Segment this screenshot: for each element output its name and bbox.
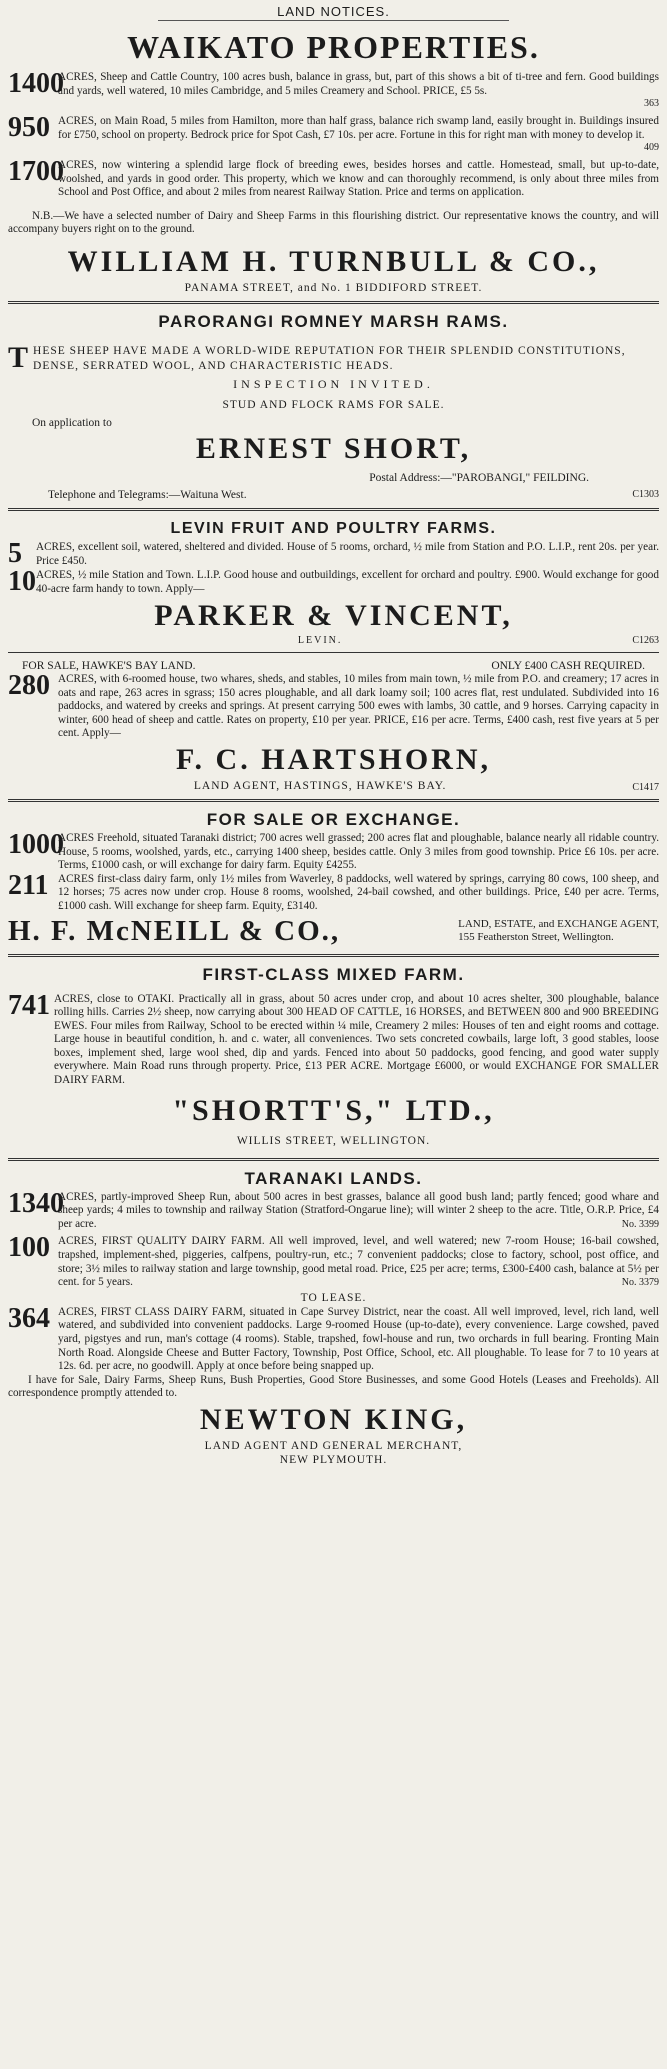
to-lease-heading: TO LEASE.	[300, 1291, 367, 1304]
levin-footer	[8, 635, 659, 646]
list-item	[8, 565, 659, 597]
list-item	[8, 156, 659, 200]
entry-text: ACRES, FIRST CLASS DAIRY FARM, situated in Cape Survey District, near the coast. All well improved, level, rich land, well watered, and subdivided into convenient paddocks. Large 9-roomed House (up-to-date), every convenience. Large cowshed, paved yard, pigstyes and run, man's cottage (4 rooms). Stable, trapshed, fowl-house and run, two orchards in full bearing. Fronting Main North Road. Alongside Cheese and Butter Factory, Township, Post Office, School, etc. All ploughable. To lease for 7 to 10 years at 12s. 6d. per acre, no goodwill. Apply at once before being snapped up.	[58, 1305, 659, 1373]
acreage: 1700	[8, 156, 64, 187]
hartshorn-address: LAND AGENT, HASTINGS, HAWKE'S BAY.	[193, 779, 447, 792]
newton-king-name: NEWTON KING,	[199, 1402, 468, 1436]
divider	[8, 301, 659, 304]
shortts-address: WILLIS STREET, WELLINGTON.	[236, 1134, 431, 1147]
divider	[8, 508, 659, 511]
entry-text: ACRES, FIRST QUALITY DAIRY FARM. All well improved, level, and well watered; new 7-room House; 16-bail cowshed, trapshed, implement-shed, piggeries, calfpens, poultry-run, etc.; 7 convenient paddocks; close to factory, school, post office, and store; 3½ miles to railway station and large township, good metal road. Price, £25 per acre; terms, £300-£400 cash, balance at 5½ per cent. for 5 years.	[58, 1235, 659, 1289]
ad-ref: C1417	[632, 781, 659, 793]
stud-line: STUD AND FLOCK RAMS FOR SALE.	[222, 398, 445, 411]
postal-address: Postal Address:—"PAROBANGI," FEILDING.	[369, 471, 589, 484]
entry-ref: 363	[644, 98, 659, 110]
taranaki-closing: I have for Sale, Dairy Farms, Sheep Runs, Bush Properties, Good Store Businesses, and some Good Hotels (Leases and Freeholds). All correspondence promptly attended to.	[8, 1373, 659, 1400]
mcneill-address	[458, 914, 659, 944]
mcneill-row	[8, 914, 659, 948]
list-item	[8, 537, 659, 569]
acreage: 1000	[8, 828, 64, 860]
turnbull-address: PANAMA STREET, and No. 1 BIDDIFORD STREET.	[184, 281, 483, 294]
hawkes-bay-ad	[8, 659, 659, 793]
parorangi-body	[8, 340, 659, 374]
ad-ref: C1263	[632, 634, 659, 646]
divider	[8, 799, 659, 802]
shortts-name: "SHORTT'S," LTD.,	[172, 1093, 495, 1127]
turnbull-name: WILLIAM H. TURNBULL & CO.,	[67, 244, 600, 278]
list-item	[8, 1232, 659, 1289]
list-item	[8, 869, 659, 914]
hartshorn-footer	[8, 779, 659, 793]
list-item	[8, 669, 659, 741]
acreage: 10	[8, 565, 36, 597]
entry-text: ACRES, with 6-roomed house, two whares, sheds, and stables, 10 miles from main town, ½ mile from P.O. and creamery; 17 acres in oats and rape, 263 acres in sgrass; 150 acres ploughable, and all dark loamy soil; 100 acres flat, rest undulated. Subdivided into 16 paddocks, and watered by creeks and springs. At present carrying 500 ewes with lambs, 30 cattle, and 9 horses. Carrying capacity in winter, 600 head of sheep and cattle. Rates on property, £10 per year. PRICE, £16 per acre. Terms, £400 cash, rest five years at 5 per cent. Apply—	[58, 672, 659, 740]
list-item	[8, 1302, 659, 1374]
entry-text: ACRES, partly-improved Sheep Run, about 500 acres in best grasses, balance all good bush land; partly fenced; good whare and sheep yards; 4 miles to township and railway Station (Stratford-Ongarue line); will winter 2 sheep to the acre. Title, O.R.P. Price, £4 per acre.	[58, 1190, 659, 1230]
waikato-title: WAIKATO PROPERTIES.	[127, 29, 540, 65]
acreage: 364	[8, 1302, 50, 1334]
waikato-ad	[8, 27, 659, 295]
acreage: 1400	[8, 68, 64, 99]
entry-text: ACRES, ½ mile Station and Town. L.I.P. Good house and outbuildings, excellent for orchard and poultry. £900. Would exchange for good 40-acre farm handy to town. Apply—	[36, 568, 659, 595]
hawkes-bay-heading: FOR SALE, HAWKE'S BAY LAND.	[22, 659, 196, 672]
parker-vincent-name: PARKER & VINCENT,	[154, 598, 513, 632]
parorangi-title: PARORANGI ROMNEY MARSH RAMS.	[158, 311, 509, 331]
hartshorn-name: F. C. HARTSHORN,	[175, 742, 492, 776]
entry-text: ACRES, now wintering a splendid large flock of breeding ewes, besides horses and cattle. Homestead, small, but up-to-date, woolshed, and yards in good order. This property, which we know and can thoroughly recommend, is only about three miles from School and Post Office, and about 2 miles from nearest Railway Station. Price and terms on application.	[58, 159, 659, 199]
parorangi-ad	[8, 310, 659, 502]
hawkes-bay-header	[8, 659, 659, 673]
entry-text: ACRES, excellent soil, watered, sheltered and divided. House of 5 rooms, orchard, ½ mile from Station and P.O. L.I.P., rent 20s. per year. Price £450.	[36, 540, 659, 567]
acreage: 5	[8, 537, 22, 569]
entry-ref: No. 3379	[621, 1277, 659, 1289]
levin-ad	[8, 517, 659, 646]
levin-place: LEVIN.	[297, 634, 343, 646]
waikato-note: N.B.—We have a selected number of Dairy and Sheep Farms in this flourishing district. Our representative knows the country, and will accompany buyers right on to the ground.	[8, 209, 659, 236]
list-item	[8, 1187, 659, 1232]
application-line: On application to	[32, 416, 112, 429]
entry-text: ACRES, close to OTAKI. Practically all in grass, about 50 acres under crop, and about 10 acres shelter, 300 ploughable, balance rolling hills. Carries 2½ sheep, now carrying about 300 HEAD OF CATTLE, 16 HORSES, and BETWEEN 800 and 900 BREEDING EWES. Four miles from Railway, School to be erected within ¼ mile, Creamery 2 miles: Houses of ten and eight rooms and cottage. Large house in beautiful condition, h. and c. water, all conveniences. Two sets concreted cowbails, large loft, 3 good stables, loose boxes, implement shed, large wool shed, dip and yards. Fenced into about 50 paddocks, good fencing, and good water supply everywhere. Main Road runs through property. Price, £13 PER ACRE. Mortgage £6000, or would EXCHANGE FOR SMALLER DAIRY FARM.	[54, 992, 659, 1087]
acreage: 280	[8, 669, 50, 701]
mixed-farm-title: FIRST-CLASS MIXED FARM.	[202, 964, 465, 984]
taranaki-ad	[8, 1167, 659, 1467]
hawkes-bay-cash: ONLY £400 CASH REQUIRED.	[491, 659, 645, 672]
list-item	[8, 989, 659, 1088]
inspection-line: INSPECTION INVITED.	[233, 376, 434, 391]
divider	[8, 652, 659, 653]
telephone-line: Telephone and Telegrams:—Waituna West.	[48, 488, 247, 501]
entry-text: ACRES, Sheep and Cattle Country, 100 acres bush, balance in grass, but, part of this shows a bit of ti-tree and fern. Good buildings and yards, well watered, 10 miles Cambridge, and 5 miles Creamery and School. PRICE, £5 5s.	[58, 71, 659, 97]
mcneill-address-line-2: 155 Featherston Street, Wellington.	[458, 930, 614, 943]
ad-ref: C1303	[632, 488, 659, 500]
list-item	[8, 828, 659, 873]
ernest-short-name: ERNEST SHORT,	[195, 431, 472, 465]
acreage: 950	[8, 112, 50, 143]
telephone-row	[8, 488, 659, 502]
mcneill-name: H. F. McNEILL & CO.,	[8, 914, 341, 947]
newton-king-sub: LAND AGENT AND GENERAL MERCHANT,	[204, 1439, 463, 1452]
taranaki-title: TARANAKI LANDS.	[244, 1168, 423, 1188]
list-item	[8, 112, 659, 155]
newton-king-place: NEW PLYMOUTH.	[279, 1453, 388, 1466]
entry-text: ACRES, on Main Road, 5 miles from Hamilton, more than half grass, balance rich swamp land, easily brought in. Buildings insured for £750, school on property. Bedrock price for Spot Cash, £7 10s. per acre. Fortune in this for right man with money to develop it.	[58, 115, 659, 141]
acreage: 741	[8, 989, 50, 1021]
acreage: 100	[8, 1232, 50, 1264]
exchange-ad	[8, 808, 659, 948]
entry-text: ACRES first-class dairy farm, only 1½ miles from Waverley, 8 paddocks, well watered by springs, carrying 80 cows, 100 sheep, and 12 horses; 75 acres now under crop. House 8 rooms, woolshed, 24-bail cowshed, and other buildings. Price, £40 per acre. Terms, £1000 cash. Will exchange for sheep farm. Equity, £3140.	[58, 872, 659, 912]
mixed-farm-ad	[8, 963, 659, 1152]
list-item	[8, 68, 659, 111]
divider	[8, 954, 659, 957]
divider	[8, 1158, 659, 1161]
levin-title: LEVIN FRUIT AND POULTRY FARMS.	[170, 519, 497, 537]
entry-ref: No. 3399	[621, 1218, 659, 1230]
acreage: 1340	[8, 1187, 64, 1219]
entry-text: ACRES Freehold, situated Taranaki district; 700 acres well grassed; 200 acres flat and ploughable, balance nearly all ridable country. House, 5 rooms, woolshed, yards, etc., carrying 1400 sheep, besides cattle. Only 3 miles from good township. Price £6 10s. per acre. Terms, £1000 cash, or will exchange for dairy farm. Equity £4255.	[58, 831, 659, 872]
dropcap: T	[8, 340, 30, 374]
parorangi-text: HESE SHEEP HAVE MADE A WORLD-WIDE REPUTATION FOR THEIR SPLENDID CONSTITUTIONS, DENSE, SERRATED WOOL, AND CHARACTERISTIC HEADS.	[33, 344, 626, 372]
page-header: LAND NOTICES.	[158, 4, 509, 21]
mcneill-address-line-1: LAND, ESTATE, and EXCHANGE AGENT,	[458, 917, 659, 930]
exchange-title: FOR SALE OR EXCHANGE.	[206, 809, 461, 829]
entry-ref: 409	[644, 142, 659, 154]
acreage: 211	[8, 869, 49, 901]
